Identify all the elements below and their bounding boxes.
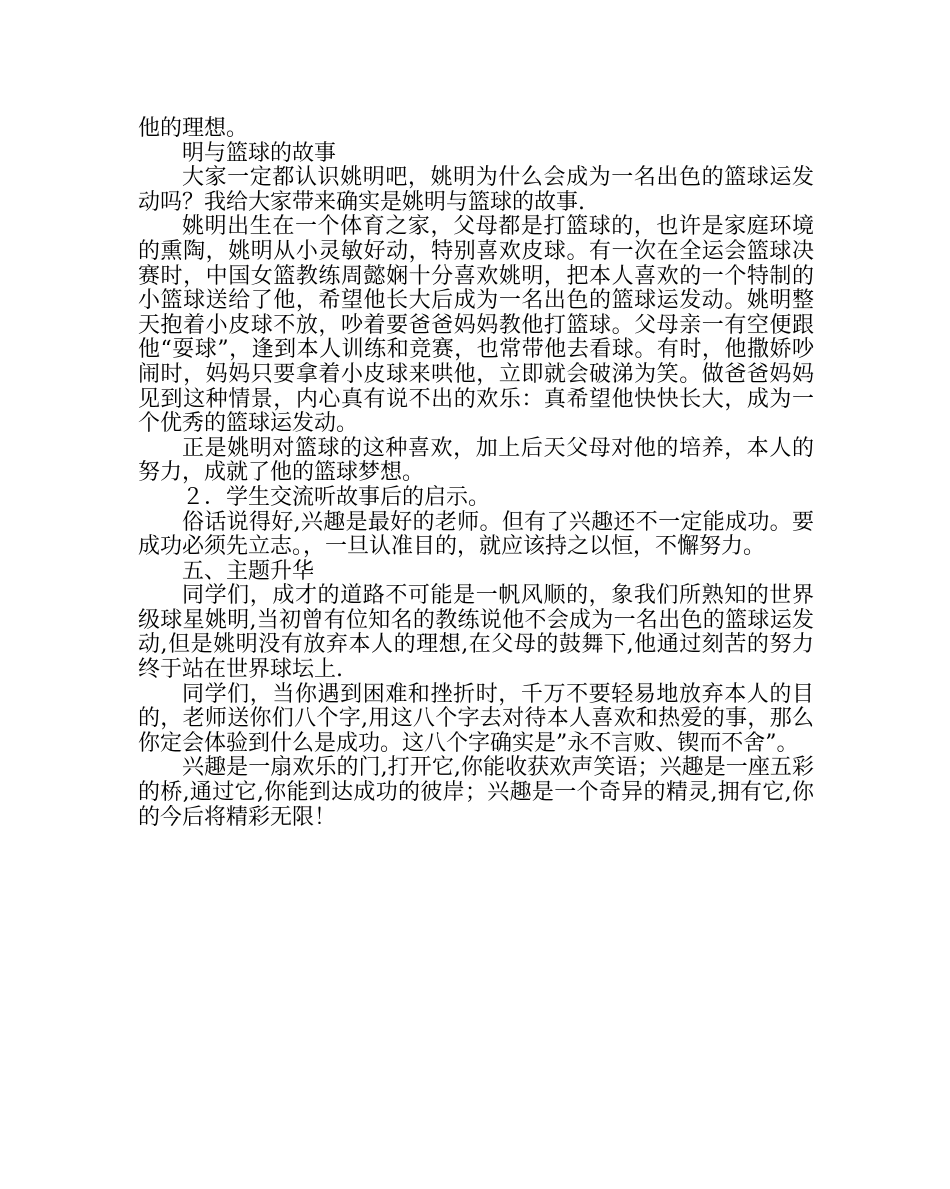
paragraph-9: 同学们，成才的道路不可能是一帆风顺的，象我们所熟知的世界级球星姚明,当初曾有位知名的教练说他不会成为一名出色的篮球运发动,但是姚明没有放弃本人的理想,在父母的鼓舞下,他通过刻苦的努力终于站在世界球坛上. bbox=[138, 583, 814, 683]
paragraph-8: 五、主题升华 bbox=[182, 558, 315, 584]
paragraph-4: 姚明出生在一个体育之家，父母都是打篮球的，也许是家庭环境的熏陶，姚明从小灵敏好动，特别喜欢皮球。有一次在全运会篮球决赛时，中国女篮教练周懿娴十分喜欢姚明，把本人喜欢的一个特制的小篮球送给了他，希望他长大后成为一名出色的篮球运发动。姚明整天抱着小皮球不放，吵着要爸爸妈妈教他打篮球。父母亲一有空便跟他“耍球”，逢到本人训练和竞赛，也常带他去看球。有时，他撒娇吵闹时，妈妈只要拿着小皮球来哄他，立即就会破涕为笑。做爸爸妈妈见到这种情景，内心真有说不出的欢乐：真希望他快快长大，成为一个优秀的篮球运发动。 bbox=[138, 214, 814, 437]
paragraph-1: 他的理想。 bbox=[138, 116, 249, 141]
paragraph-3: 大家一定都认识姚明吧，姚明为什么会成为一名出色的篮球运发动吗？我给大家带来确实是姚明与篮球的故事. bbox=[138, 165, 814, 215]
paragraph-5: 正是姚明对篮球的这种喜欢，加上后天父母对他的培养，本人的努力，成就了他的篮球梦想。 bbox=[138, 435, 814, 486]
paragraph-10: 同学们，当你遇到困难和挫折时，千万不要轻易地放弃本人的目的，老师送你们八个字,用这八个字去对待本人喜欢和热爱的事，那么你定会体验到什么是成功。这八个字确实是”永不言败、锲而不舍”。 bbox=[138, 681, 814, 756]
paragraph-11: 兴趣是一扇欢乐的门,打开它,你能收获欢声笑语；兴趣是一座五彩的桥,通过它,你能到达成功的彼岸；兴趣是一个奇异的精灵,拥有它,你的今后将精彩无限！ bbox=[138, 755, 814, 830]
paragraph-6: ２．学生交流听故事后的启示。 bbox=[182, 484, 491, 510]
document-body bbox=[138, 117, 814, 830]
paragraph-2: 明与篮球的故事 bbox=[182, 140, 337, 166]
paragraph-7: 俗话说得好,兴趣是最好的老师。但有了兴趣还不一定能成功。要成功必须先立志。，一旦认准目的，就应该持之以恒，不懈努力。 bbox=[138, 509, 814, 560]
